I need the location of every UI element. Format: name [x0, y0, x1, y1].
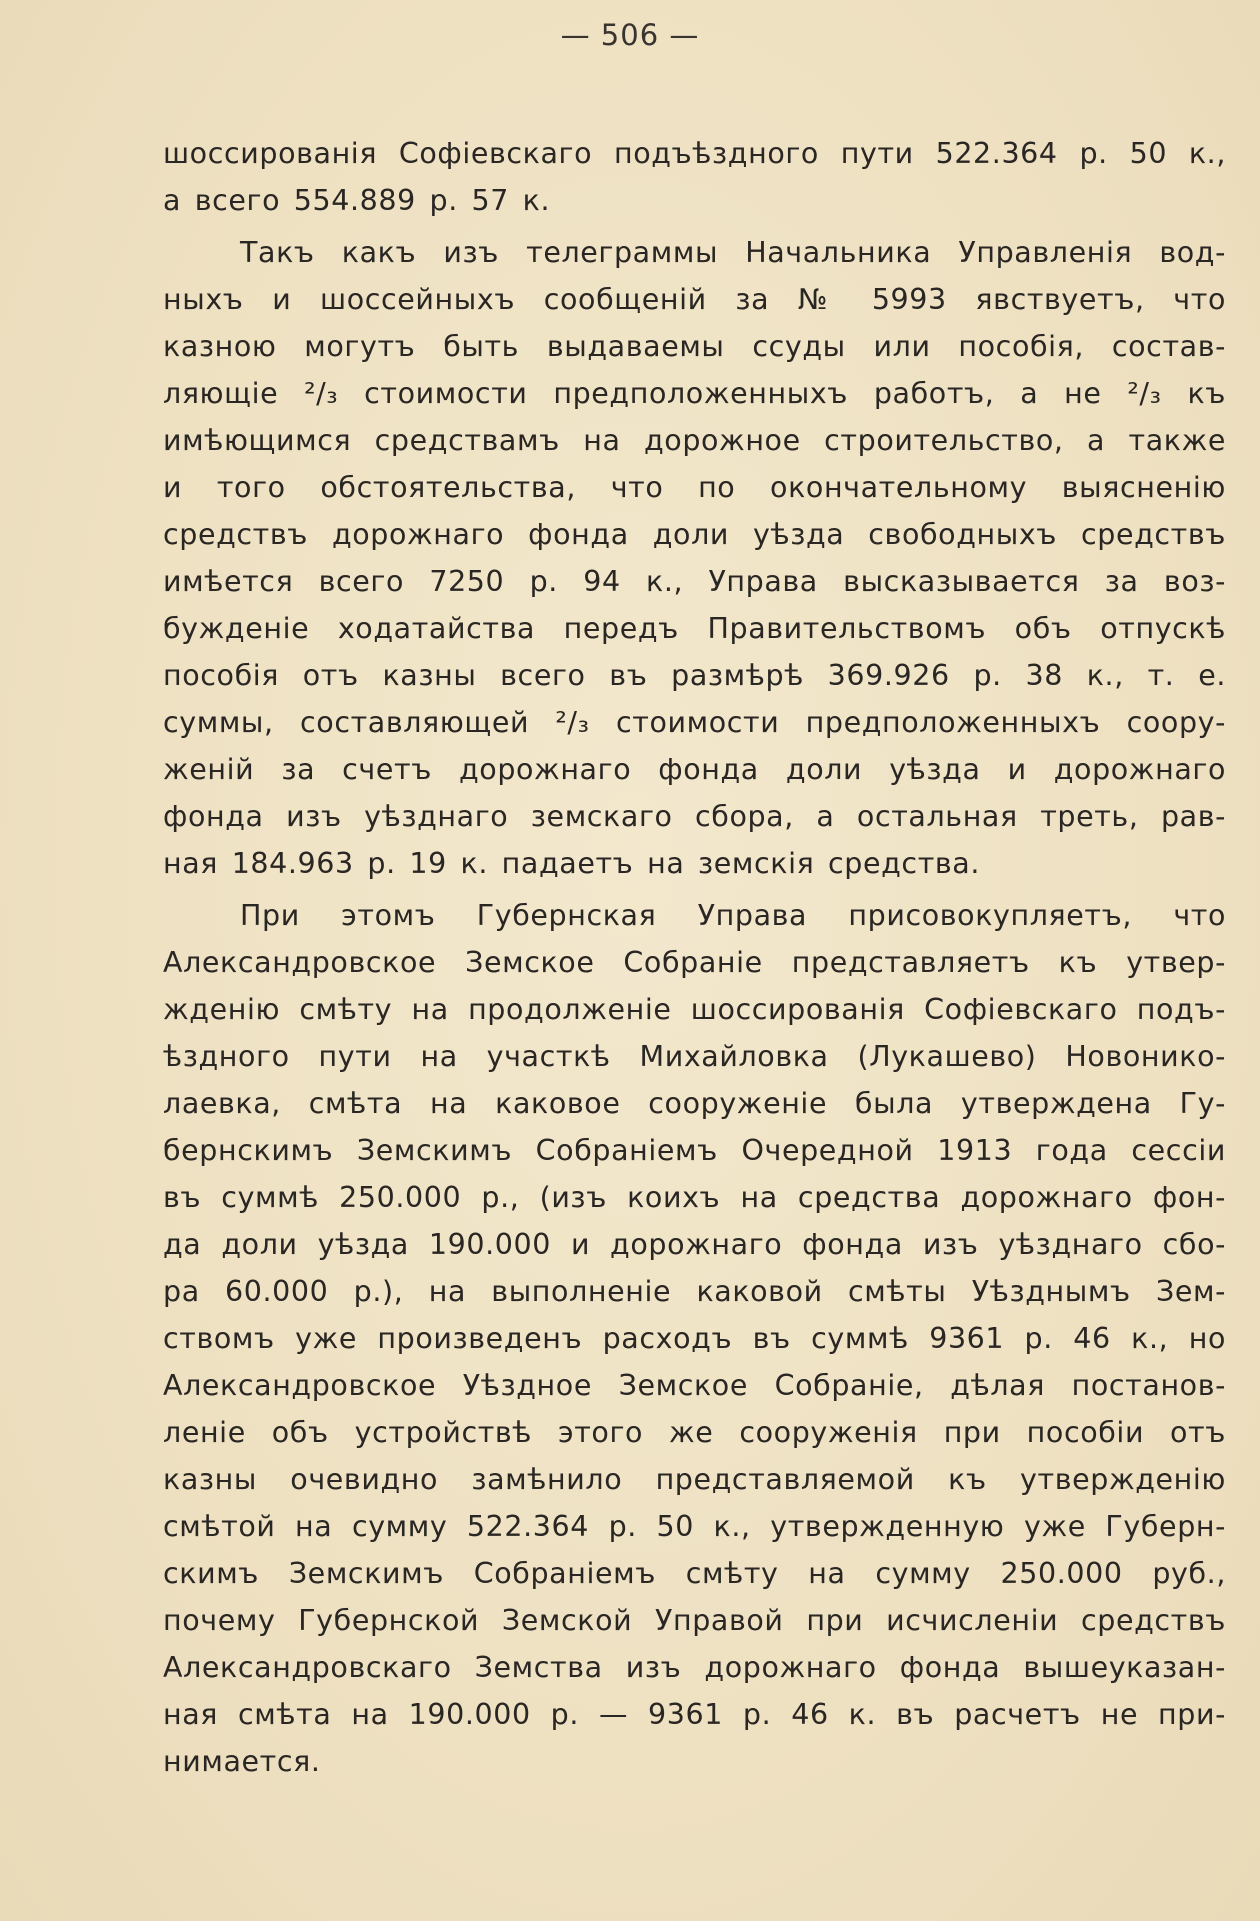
text-line: казны очевидно замѣнило представляемой къ утвержденію: [163, 1463, 1226, 1496]
text-line: бернскимъ Земскимъ Собраніемъ Очередной 1913 года сессіи: [163, 1134, 1226, 1167]
text-line: казною могутъ быть выдаваемы ссуды или пособія, состав-: [163, 330, 1226, 363]
text-line: пособія отъ казны всего въ размѣрѣ 369.926 р. 38 к., т. е.: [163, 659, 1226, 692]
text-line: ныхъ и шоссейныхъ сообщеній за № 5993 явствуетъ, что: [163, 283, 1226, 316]
text-line: Такъ какъ изъ телеграммы Начальника Управленія вод-: [240, 236, 1226, 269]
paragraph: [163, 892, 1226, 1785]
text-line: а всего 554.889 р. 57 к.: [163, 184, 551, 217]
text-line: ная смѣта на 190.000 р. — 9361 р. 46 к. въ расчетъ не при-: [163, 1698, 1226, 1731]
text-line: бужденіе ходатайства передъ Правительствомъ объ отпускѣ: [163, 612, 1226, 645]
text-line: фонда изъ уѣзднаго земскаго сбора, а остальная треть, рав-: [163, 800, 1226, 833]
text-line: имѣется всего 7250 р. 94 к., Управа высказывается за воз-: [163, 565, 1226, 598]
text-line: да доли уѣзда 190.000 и дорожнаго фонда изъ уѣзднаго сбо-: [163, 1228, 1226, 1261]
body-text: [163, 130, 1226, 1785]
paragraph: [163, 130, 1226, 224]
text-line: лаевка, смѣта на каковое сооруженіе была утверждена Гу-: [163, 1087, 1226, 1120]
text-line: жденію смѣту на продолженіе шоссированія Софіевскаго подъ-: [163, 993, 1226, 1026]
text-line: Александровскаго Земства изъ дорожнаго фонда вышеуказан-: [163, 1651, 1226, 1684]
text-line: суммы, составляющей ²/₃ стоимости предположенныхъ соору-: [163, 706, 1226, 739]
text-line: ра 60.000 р.), на выполненіе каковой смѣты Уѣзднымъ Зем-: [163, 1275, 1226, 1308]
text-line: почему Губернской Земской Управой при исчисленіи средствъ: [163, 1604, 1226, 1637]
text-line: ствомъ уже произведенъ расходъ въ суммѣ 9361 р. 46 к., но: [163, 1322, 1226, 1355]
text-line: шоссированія Софіевскаго подъѣздного пути 522.364 р. 50 к.,: [163, 137, 1226, 170]
text-line: Александровское Земское Собраніе представляетъ къ утвер-: [163, 946, 1226, 979]
text-line: ная 184.963 р. 19 к. падаетъ на земскія средства.: [163, 847, 981, 880]
text-line: женій за счетъ дорожнаго фонда доли уѣзда и дорожнаго: [163, 753, 1226, 786]
text-line: имѣющимся средствамъ на дорожное строительство, а также: [163, 424, 1226, 457]
text-line: нимается.: [163, 1745, 321, 1778]
text-line: ѣздного пути на участкѣ Михайловка (Лукашево) Новонико-: [163, 1040, 1226, 1073]
text-line: При этомъ Губернская Управа присовокупляетъ, что: [240, 899, 1226, 932]
text-line: скимъ Земскимъ Собраніемъ смѣту на сумму 250.000 руб.,: [163, 1557, 1226, 1590]
text-line: смѣтой на сумму 522.364 р. 50 к., утвержденную уже Губерн-: [163, 1510, 1226, 1543]
paragraph: [163, 229, 1226, 887]
text-line: и того обстоятельства, что по окончательному выясненію: [163, 471, 1226, 504]
text-line: Александровское Уѣздное Земское Собраніе, дѣлая постанов-: [163, 1369, 1226, 1402]
text-line: леніе объ устройствѣ этого же сооруженія при пособіи отъ: [163, 1416, 1226, 1449]
text-line: въ суммѣ 250.000 р., (изъ коихъ на средства дорожнаго фон-: [163, 1181, 1226, 1214]
page-number: — 506 —: [560, 18, 700, 52]
text-line: ляющіе ²/₃ стоимости предположенныхъ работъ, а не ²/₃ къ: [163, 377, 1226, 410]
text-line: средствъ дорожнаго фонда доли уѣзда свободныхъ средствъ: [163, 518, 1226, 551]
